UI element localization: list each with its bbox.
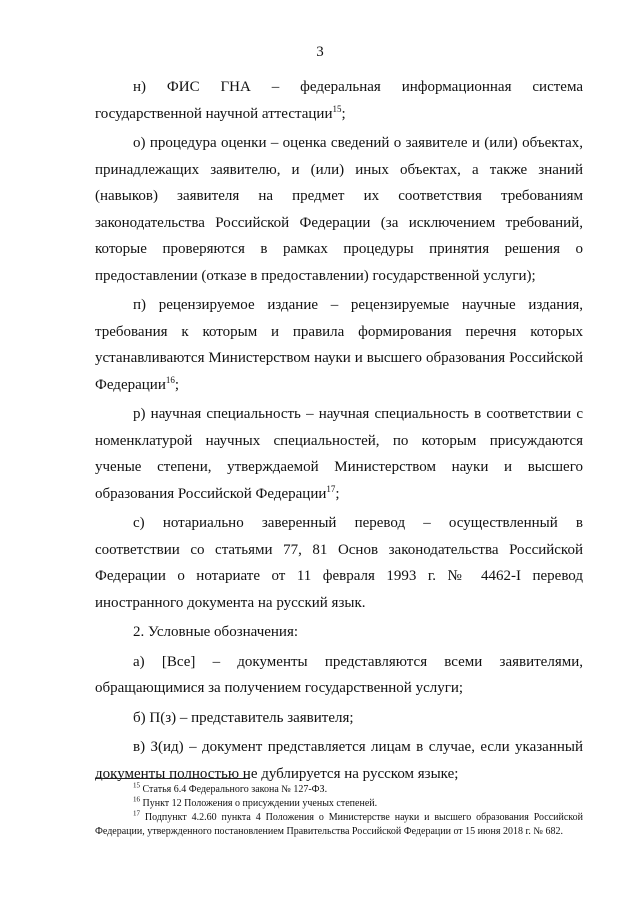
document-body: [95, 74, 583, 790]
footnote-ref: 16: [165, 374, 175, 385]
footnote-text: Статья 6.4 Федерального закона № 127-ФЗ.: [142, 784, 328, 795]
footnote: [95, 797, 583, 811]
paragraph-text: н) ФИС ГНА – федеральная информационная система государственной научной аттестации: [95, 79, 583, 122]
footnote-ref: 17: [326, 483, 336, 494]
paragraph-r: р) научная специальность – научная специальность в соответствии с номенклатурой научных специальностей, по которым присуждаются ученые степени, утверждаемой Министерством науки и высшего образования Российской Федерации$^{17}$;: [95, 406, 583, 502]
footnote-text: Подпункт 4.2.60 пункта 4 Положения о Министерстве науки и высшего образования Российской Федерации, утвержденного постановлением Правительства Российской Федерации от 15 июня 2018 г. № 682.: [95, 812, 583, 837]
paragraph-a: [95, 649, 583, 702]
footnote: [95, 783, 583, 797]
paragraph-n: н) ФИС ГНА – федеральная информационная система государственной научной аттестации$^{15}$;: [95, 79, 583, 122]
footnote-number: 17: [133, 809, 140, 818]
footnote: [95, 811, 583, 839]
section-heading: [95, 619, 583, 646]
paragraph-text: в) З(ид) – документ представляется лицам в случае, если указанный документы полностью не дублируется на русском языке;: [95, 739, 583, 782]
footnote-number: 15: [133, 781, 140, 790]
paragraph-text: п) рецензируемое издание – рецензируемые научные издания, требования к которым и правила формирования перечня которых устанавливаются Министерством науки и высшего образования Российской Федерации: [95, 297, 583, 393]
paragraph-text: б) П(з) – представитель заявителя;: [133, 709, 354, 726]
paragraph-text: а) [Все] – документы представляются всеми заявителями, обращающимися за получением государственной услуги;: [95, 653, 583, 696]
footnote-number: 16: [133, 795, 140, 804]
footnote-text: Пункт 12 Положения о присуждении ученых степеней.: [142, 798, 378, 809]
paragraph-v: [95, 734, 583, 787]
paragraph-o: [95, 130, 583, 289]
paragraph-b: [95, 705, 583, 732]
footnotes: [95, 783, 583, 839]
footnote-divider: [95, 778, 250, 779]
paragraph-text: р) научная специальность – научная специальность в соответствии с номенклатурой научных специальностей, по которым присуждаются ученые степени, утверждаемой Министерством науки и высшего образования Российской Федерации: [95, 406, 583, 502]
paragraph-text: 2. Условные обозначения:: [133, 624, 299, 640]
footnote-ref: 15: [332, 103, 342, 114]
paragraph-s: [95, 510, 583, 616]
paragraph-p: п) рецензируемое издание – рецензируемые научные издания, требования к которым и правила формирования перечня которых устанавливаются Министерством науки и высшего образования Российской Федерации$^{16}$;: [95, 297, 583, 393]
paragraph-text: о) процедура оценки – оценка сведений о заявителе и (или) объектах, принадлежащих заявителю, и (или) иных объектах, а также знаний (навыков) заявителя на предмет их соответствия требованиям законодательства Российской Федерации (за исключением требований, которые проверяются в рамках процедуры принятия решения о предоставлении (отказе в предоставлении) государственной услуги);: [95, 135, 583, 284]
page-number: 3: [316, 44, 324, 60]
paragraph-text: с) нотариально заверенный перевод – осуществленный в соответствии со статьями 77, 81 Основ законодательства Российской Федерации о нотариате от 11 февраля 1993 г. № 4462-I перевод иностранного документа на русский язык.: [95, 515, 583, 611]
